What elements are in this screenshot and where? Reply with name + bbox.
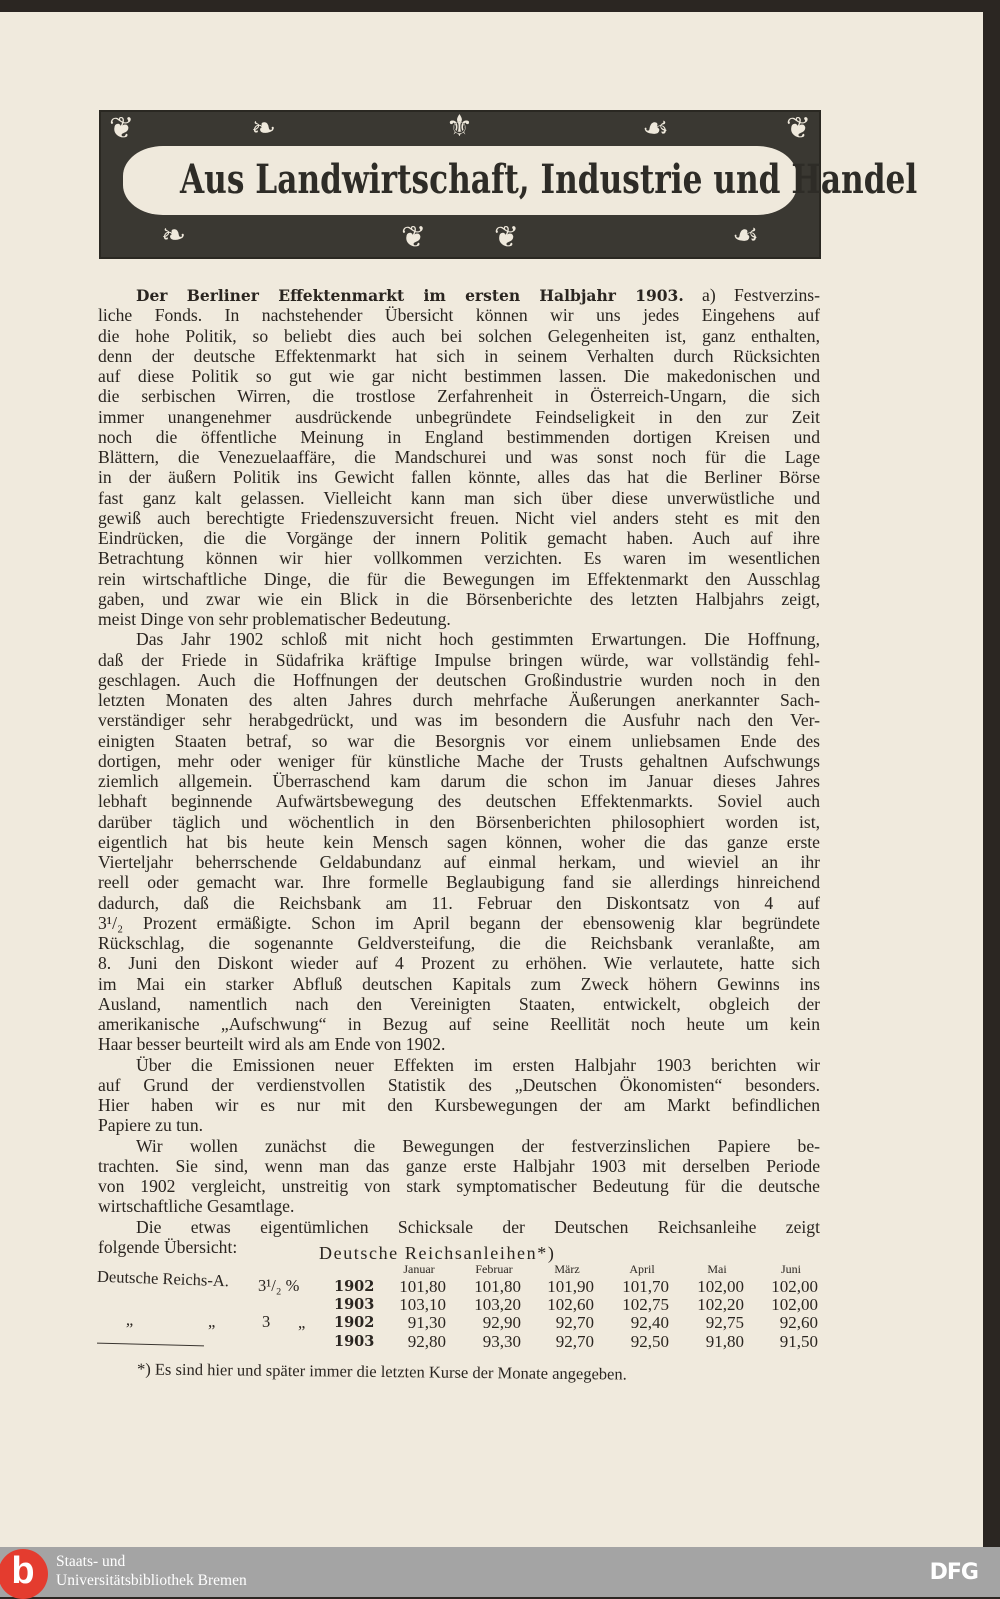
text-line bbox=[98, 953, 820, 974]
dfg-logo[interactable]: DFG bbox=[929, 1560, 978, 1585]
library-name-line1: Staats- und bbox=[56, 1553, 126, 1570]
table-cell: 103,20 bbox=[474, 1295, 521, 1314]
text-line-content: lebhaft beginnende Aufwärtsbewegung des deutschen Effektenmarkts. Soviel auch bbox=[98, 791, 820, 812]
text-line-content: trachten. Sie sind, wenn man das ganze erste Halbjahr 1903 mit derselben Periode bbox=[98, 1155, 820, 1176]
table-cell: 101,80 bbox=[399, 1277, 446, 1296]
text-line-content: Ausland, namentlich nach den Vereinigten Staaten, entwickelt, obgleich der bbox=[98, 993, 820, 1014]
text-line bbox=[98, 528, 820, 549]
text-line bbox=[98, 1237, 298, 1258]
text-line-content: im Mai ein starker Abfluß deutschen Kapitals zum Zweck höhern Gewinns ins bbox=[98, 973, 820, 994]
text-line bbox=[98, 467, 820, 488]
text-line bbox=[136, 1136, 820, 1157]
text-line bbox=[98, 488, 820, 509]
text-line-content: daß der Friede in Südafrika kräftige Impulse bringen würde, war vollständig fehl- bbox=[98, 649, 820, 670]
text-line-content: eigentlich hat bis heute kein Mensch sagen können, woher die das ganze erste bbox=[98, 831, 820, 852]
text-line-content: Eindrücken, die die Vorgänge der innern Politik gemacht haben. Auch auf ihre bbox=[98, 528, 820, 548]
ornament-icon: ❦ bbox=[401, 221, 427, 254]
text-line-content: wirtschaftliche Gesamtlage. bbox=[98, 1196, 295, 1217]
text-line-content: denn der deutsche Effektenmarkt hat sich in seinem Verhalten durch Rücksichten bbox=[98, 345, 820, 366]
text-line-content: dortigen, mehr oder weniger für künstliche Mache der Trusts gehaltnen Aufschwungs bbox=[98, 750, 820, 771]
text-line-content: gaben, und zwar wie ein Blick in die Börsenberichte des letzten Halbjahrs zeigt, bbox=[98, 588, 820, 609]
section-banner bbox=[99, 110, 918, 259]
month-header: März bbox=[554, 1262, 580, 1276]
banner-title: Aus Landwirtschaft, Industrie und Handel bbox=[179, 156, 918, 203]
text-line-content: amerikanische „Aufschwung“ in Bezug auf seine Reellität noch heute um kein bbox=[98, 1014, 820, 1034]
text-line bbox=[98, 650, 820, 671]
text-line bbox=[98, 832, 820, 853]
text-line-content: die serbischen Wirren, die trostlose Zerfahrenheit in Österreich-Ungarn, die sich bbox=[98, 386, 820, 407]
text-line bbox=[98, 852, 820, 873]
text-line-content: Betrachtung können wir hier vollkommen verzichten. Es waren im wesentlichen bbox=[98, 548, 820, 569]
text-line-content: a) Festverzins- bbox=[683, 285, 820, 305]
library-logo[interactable]: b bbox=[0, 1549, 48, 1599]
text-line bbox=[98, 569, 820, 590]
ornament-icon: ⚜ bbox=[446, 110, 473, 143]
row-label-rate: 3¹/₂ % bbox=[258, 1276, 300, 1295]
text-line-content: dadurch, daß die Reichsbank am 11. Februar den Diskontsatz von 4 auf bbox=[98, 892, 820, 913]
text-line-content: Rückschlag, die sogenannte Geldversteifung, die die Reichsbank veranlaßte, am bbox=[98, 933, 820, 953]
text-line-content: 8. Juni den Diskont wieder auf 4 Prozent zu erhöhen. Wie verlautete, hatte sich bbox=[98, 953, 820, 974]
text-line bbox=[98, 710, 820, 731]
row-label-ditto: „ bbox=[298, 1313, 306, 1332]
text-line bbox=[98, 589, 820, 610]
text-line-content: darüber täglich und wöchentlich in den Börsenberichten philosophiert worden ist, bbox=[98, 811, 820, 832]
text-line bbox=[98, 1196, 820, 1217]
text-line-content: von 1902 vergleicht, unstreitig von stark symptomatischer Bedeutung für die deutsche bbox=[98, 1176, 820, 1196]
text-line bbox=[136, 1055, 820, 1076]
table-cell: 92,80 bbox=[407, 1332, 446, 1351]
text-line-content: Hier haben wir es nur mit den Kursbewegungen der am Markt befindlichen bbox=[98, 1095, 820, 1115]
text-line bbox=[98, 326, 820, 347]
text-line-content: fast ganz kalt gelassen. Vielleicht kann man sich über diese unverwüstliche und bbox=[98, 487, 820, 508]
text-line bbox=[98, 913, 820, 934]
table-cell: 91,50 bbox=[779, 1332, 818, 1351]
text-line bbox=[98, 1095, 820, 1116]
text-line bbox=[98, 1176, 820, 1197]
text-line-content: einigten Staaten betraf, so war die Besorgnis vor einem unliebsamen Ende des bbox=[98, 730, 820, 751]
text-line-content: Über die Emissionen neuer Effekten im ersten Halbjahr 1903 berichten wir bbox=[136, 1054, 820, 1075]
text-line-content: die hohe Politik, so beliebt dies auch bei solchen Gelegenheiten ist, ganz enthalten, bbox=[98, 325, 820, 346]
table-cell: 103,10 bbox=[399, 1295, 446, 1314]
text-line bbox=[98, 974, 820, 995]
text-line-content: immer unangenehmer ausdrückende unbegründete Feindseligkeit in den zur Zeit bbox=[98, 406, 820, 427]
row-year: 1902 bbox=[334, 1278, 375, 1295]
text-line bbox=[98, 346, 820, 367]
table-cell: 102,00 bbox=[771, 1277, 818, 1296]
text-line bbox=[98, 366, 820, 387]
table-cell: 92,70 bbox=[555, 1313, 594, 1332]
text-line bbox=[98, 447, 820, 468]
text-line bbox=[98, 933, 820, 954]
text-line-content: geschlagen. Auch die Hoffnungen der deutschen Großindustrie wurden noch in den bbox=[98, 669, 820, 690]
text-line-content: Das Jahr 1902 schloß mit nicht hoch gestimmten Erwartungen. Die Hoffnung, bbox=[136, 629, 820, 650]
table-cell: 101,80 bbox=[474, 1277, 521, 1296]
text-line bbox=[136, 285, 820, 306]
table-cell: 102,75 bbox=[622, 1295, 669, 1314]
text-line-content: Blättern, die Venezuelaaffäre, die Mandschurei und was sonst noch für die Lage bbox=[98, 447, 820, 467]
text-line bbox=[98, 771, 820, 792]
table-cell: 92,75 bbox=[705, 1313, 744, 1332]
text-line bbox=[98, 305, 820, 326]
row-label-ditto: „ bbox=[125, 1309, 134, 1330]
ornament-icon: ☙ bbox=[732, 219, 759, 252]
text-line bbox=[98, 893, 820, 914]
text-line bbox=[98, 670, 820, 691]
text-line-content: auf Grund der verdienstvollen Statistik des „Deutschen Ökonomisten“ besonders. bbox=[98, 1074, 820, 1095]
text-line-content: Haar besser beurteilt wird als am Ende von 1902. bbox=[98, 1034, 446, 1055]
text-line-content: Vierteljahr beherrschende Geldabundanz auf einmal herkam, und wieviel an ihr bbox=[98, 852, 820, 872]
text-line bbox=[98, 690, 820, 711]
footnote: *) Es sind hier und später immer die letzten Kurse der Monate angegeben. bbox=[136, 1359, 627, 1384]
text-line-content: ziemlich allgemein. Überraschend kam darum die schon im Januar dieses Jahres bbox=[98, 771, 820, 791]
table-cell: 92,40 bbox=[630, 1313, 669, 1332]
text-line bbox=[98, 508, 820, 529]
table-cell: 102,60 bbox=[547, 1295, 594, 1314]
text-line-content: rein wirtschaftliche Dinge, die für die Bewegungen im Effektenmarkt den Ausschlag bbox=[98, 568, 820, 589]
table-cell: 101,70 bbox=[622, 1277, 669, 1296]
article-heading: Der Berliner Effektenmarkt im ersten Halbjahr 1903. bbox=[136, 286, 684, 305]
text-line bbox=[98, 1075, 820, 1096]
table-cell: 91,30 bbox=[407, 1313, 446, 1332]
row-label-rate: 3 bbox=[262, 1312, 271, 1331]
text-line bbox=[136, 629, 820, 650]
text-line-content: Die etwas eigentümlichen Schicksale der Deutschen Reichsanleihe zeigt bbox=[136, 1216, 820, 1237]
table-title: Deutsche Reichsanleihen*) bbox=[319, 1243, 556, 1263]
text-line bbox=[98, 1014, 820, 1035]
row-label-ditto: „ bbox=[208, 1312, 216, 1331]
ornament-icon: ❦ bbox=[109, 112, 135, 145]
table-cell: 92,90 bbox=[482, 1313, 521, 1332]
table-cell: 102,20 bbox=[697, 1295, 744, 1314]
text-line bbox=[98, 1115, 820, 1136]
text-line bbox=[98, 994, 820, 1015]
text-line-content: verständiger sehr herabgedrückt, und was im besondern die Ausfuhr nach den Ver- bbox=[98, 710, 820, 731]
text-line bbox=[98, 1034, 820, 1055]
text-line bbox=[98, 791, 820, 812]
table-cell: 92,50 bbox=[630, 1332, 669, 1351]
row-year: 1903 bbox=[334, 1333, 375, 1350]
text-line-content: noch die öffentliche Meinung in England bestimmenden dortigen Kreisen und bbox=[98, 426, 820, 447]
text-line bbox=[98, 812, 820, 833]
text-line bbox=[98, 427, 820, 448]
library-footer-bar bbox=[0, 1547, 1000, 1597]
row-year: 1903 bbox=[334, 1296, 375, 1313]
text-line bbox=[98, 751, 820, 772]
table-cell: 101,90 bbox=[547, 1277, 594, 1296]
ornament-icon: ❦ bbox=[493, 221, 519, 254]
ornament-icon: ☙ bbox=[642, 112, 669, 145]
text-line bbox=[98, 872, 820, 893]
text-line-content: letzten Monaten des alten Jahres durch mehrfache Äußerungen anerkannter Sach- bbox=[98, 690, 820, 710]
text-line-content: folgende Übersicht: bbox=[98, 1236, 238, 1257]
month-header: Juni bbox=[780, 1262, 801, 1276]
text-line bbox=[98, 386, 820, 407]
ornament-icon: ❦ bbox=[785, 112, 811, 145]
month-header: Mai bbox=[707, 1262, 727, 1276]
text-line-content: auf diese Politik so gut wie gar nicht bestimmen lassen. Die makedonischen und bbox=[98, 366, 820, 386]
text-line-content: liche Fonds. In nachstehender Übersicht können wir uns jedes Eingehens auf bbox=[98, 305, 820, 326]
text-line-content: gewiß auch berechtigte Friedenszuversicht freuen. Nicht viel anders steht es mit den bbox=[98, 507, 820, 528]
text-line-content: meist Dinge von sehr problematischer Bedeutung. bbox=[98, 609, 451, 629]
table-cell: 91,80 bbox=[705, 1332, 744, 1351]
table-cell: 102,00 bbox=[771, 1295, 818, 1314]
ornament-icon: ❧ bbox=[161, 219, 187, 252]
text-line-content: Wir wollen zunächst die Bewegungen der festverzinslichen Papiere be- bbox=[136, 1135, 820, 1156]
text-line-content: reell oder gemacht war. Ihre formelle Beglaubigung fand sie allerdings hinreichend bbox=[98, 872, 820, 893]
text-line bbox=[98, 548, 820, 569]
text-line bbox=[98, 1156, 820, 1177]
month-header: Februar bbox=[475, 1262, 513, 1276]
library-name[interactable] bbox=[56, 1552, 247, 1590]
text-line-content: in der äußern Politik ins Gewicht fallen könnte, alles das hat die Berliner Börse bbox=[98, 467, 820, 488]
text-line bbox=[98, 407, 820, 428]
table-cell: 92,60 bbox=[779, 1313, 818, 1332]
month-header: Januar bbox=[403, 1262, 435, 1276]
ornament-icon: ❧ bbox=[251, 112, 277, 145]
text-line bbox=[136, 1217, 820, 1238]
row-label-bond: Deutsche Reichs-A. bbox=[96, 1266, 230, 1291]
month-header: April bbox=[629, 1262, 655, 1276]
text-line-content: Papiere zu tun. bbox=[98, 1115, 204, 1136]
table-cell: 102,00 bbox=[697, 1277, 744, 1296]
text-line-content: 3¹/₂ Prozent ermäßigte. Schon im April begann der ebensowenig klar begründete bbox=[98, 912, 820, 933]
library-name-line2: Universitätsbibliothek Bremen bbox=[56, 1572, 247, 1589]
text-line bbox=[98, 609, 820, 630]
text-line bbox=[98, 731, 820, 752]
table-cell: 93,30 bbox=[482, 1332, 521, 1351]
table-cell: 92,70 bbox=[555, 1332, 594, 1351]
row-year: 1902 bbox=[334, 1314, 375, 1331]
